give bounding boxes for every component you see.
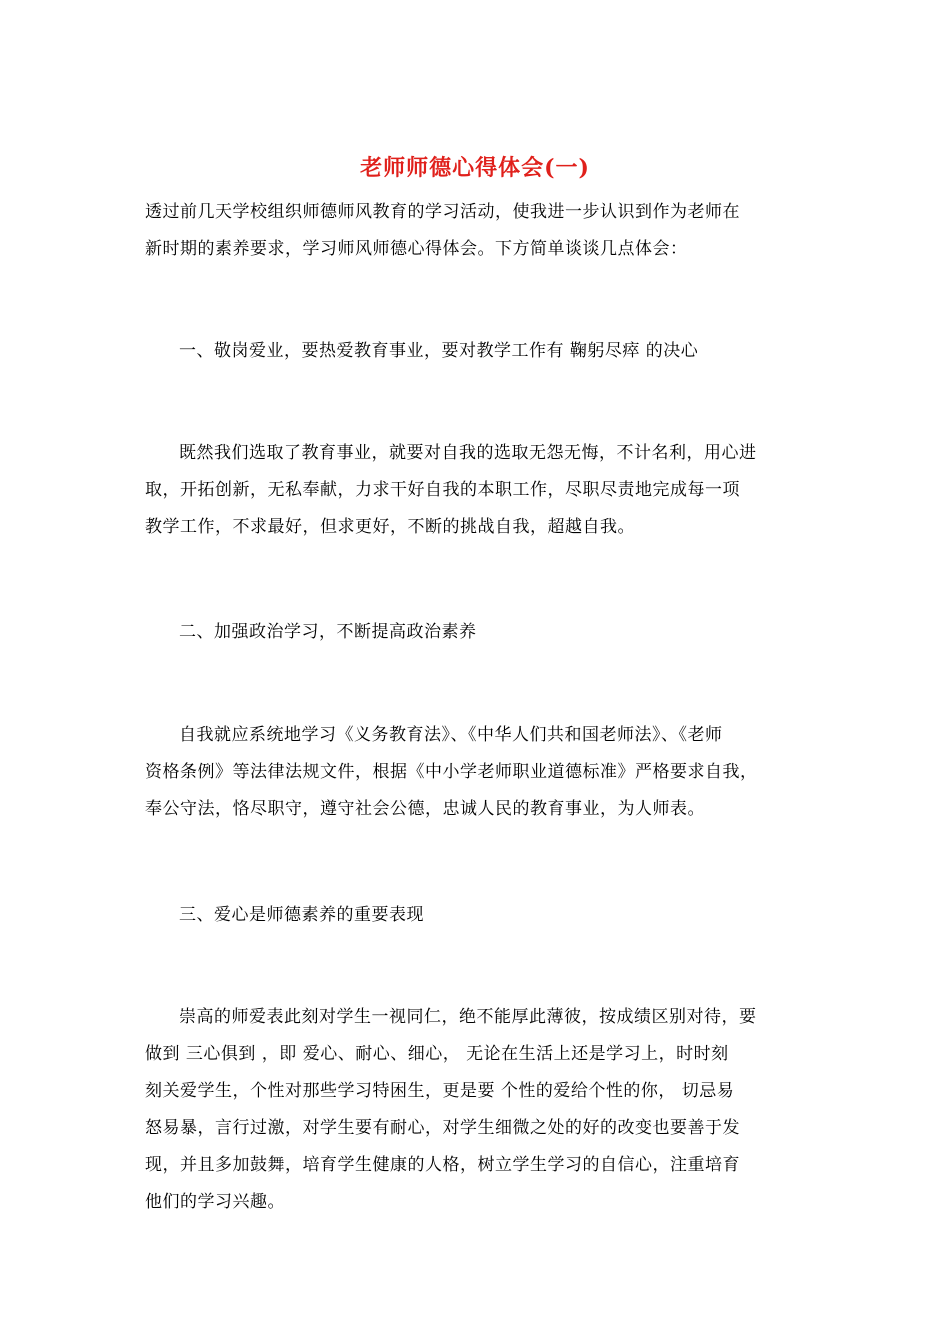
section-heading-3: 三、爱心是师德素养的重要表现 xyxy=(179,905,424,925)
section-body-3 xyxy=(145,999,810,1221)
paragraph-line: 现，并且多加鼓舞，培育学生健康的人格，树立学生学习的自信心，注重培育 xyxy=(145,1155,740,1175)
intro-line: 新时期的素养要求，学习师风师德心得体会。下方简单谈谈几点体会： xyxy=(145,239,688,259)
section-body-1 xyxy=(145,435,810,546)
paragraph-line: 刻关爱学生，个性对那些学习特困生，更是要 个性的爱给个性的你， 切忌易 xyxy=(145,1081,735,1101)
document-title: 老师师德心得体会(一) xyxy=(360,155,590,181)
paragraph-line: 资格条例》等法律法规文件，根据《中小学老师职业道德标准》严格要求自我， xyxy=(145,762,758,782)
paragraph-line: 崇高的师爱表此刻对学生一视同仁，绝不能厚此薄彼，按成绩区别对待，要 xyxy=(179,1007,757,1027)
paragraph-line: 做到 三心俱到 ，即 爱心、耐心、细心， 无论在生活上还是学习上，时时刻 xyxy=(145,1044,729,1064)
section-body-2 xyxy=(145,717,810,828)
paragraph-line: 他们的学习兴趣。 xyxy=(145,1192,285,1212)
paragraph-line: 奉公守法，恪尽职守，遵守社会公德，忠诚人民的教育事业，为人师表。 xyxy=(145,799,705,819)
paragraph-line: 既然我们选取了教育事业，就要对自我的选取无怨无悔，不计名利，用心进 xyxy=(179,443,757,463)
paragraph-line: 取，开拓创新，无私奉献，力求干好自我的本职工作，尽职尽责地完成每一项 xyxy=(145,480,740,500)
paragraph-line: 教学工作，不求最好，但求更好，不断的挑战自我，超越自我。 xyxy=(145,517,635,537)
section-heading-2: 二、加强政治学习，不断提高政治素养 xyxy=(179,622,477,642)
intro-line: 透过前几天学校组织师德师风教育的学习活动，使我进一步认识到作为老师在 xyxy=(145,202,740,222)
intro-paragraph xyxy=(145,194,810,268)
section-heading-1: 一、敬岗爱业，要热爱教育事业，要对教学工作有 鞠躬尽瘁 的决心 xyxy=(179,341,699,361)
paragraph-line: 怒易暴，言行过激，对学生要有耐心，对学生细微之处的好的改变也要善于发 xyxy=(145,1118,740,1138)
paragraph-line: 自我就应系统地学习《义务教育法》、《中华人们共和国老师法》、《老师 xyxy=(179,725,723,745)
